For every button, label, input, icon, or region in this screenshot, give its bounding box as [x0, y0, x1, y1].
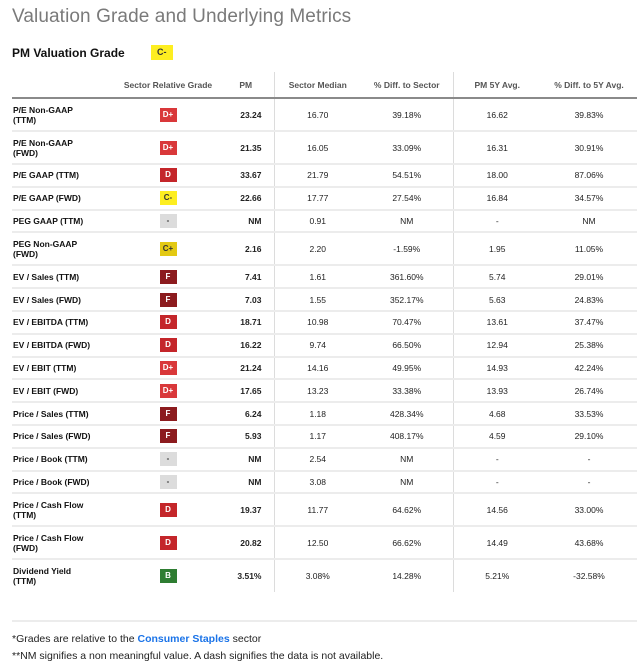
sector-median-value: 1.18 [274, 402, 361, 425]
pm-value: NM [218, 210, 274, 233]
metric-name [12, 493, 118, 526]
grade-badge: D [160, 338, 177, 352]
pm-5y-avg-value: 16.31 [453, 131, 541, 164]
metric-name [12, 265, 118, 288]
pm-value: 16.22 [218, 334, 274, 357]
sector-median-value: 1.17 [274, 425, 361, 448]
sector-median-value: 16.70 [274, 98, 361, 131]
table-row [12, 288, 637, 311]
metric-name-line: Price / Sales (TTM) [13, 408, 89, 419]
sector-median-value: 16.05 [274, 131, 361, 164]
pm-5y-avg-value: 4.59 [453, 425, 541, 448]
metric-name-line: EV / Sales (FWD) [13, 294, 82, 305]
sector-relative-grade-cell [118, 493, 218, 526]
metric-name-line: EV / Sales (TTM) [13, 271, 80, 282]
pm-value: 21.24 [218, 357, 274, 380]
pm-value: 33.67 [218, 164, 274, 187]
sector-relative-grade-cell [118, 288, 218, 311]
pm-5y-avg-value: 14.49 [453, 526, 541, 559]
sector-median-value: 21.79 [274, 164, 361, 187]
table-row [12, 232, 637, 265]
metric-name-line: Price / Book (FWD) [13, 476, 90, 487]
sector-relative-grade-cell [118, 357, 218, 380]
header-sector-relative-grade: Sector Relative Grade [118, 72, 218, 98]
diff-to-5y-avg-value: 29.10% [541, 425, 637, 448]
metric-name [12, 232, 118, 265]
sector-relative-grade-cell [118, 402, 218, 425]
sector-relative-grade-cell [118, 425, 218, 448]
pm-5y-avg-value: 14.93 [453, 357, 541, 380]
diff-to-5y-avg-value: 26.74% [541, 379, 637, 402]
diff-to-5y-avg-value: 42.24% [541, 357, 637, 380]
metric-name [12, 288, 118, 311]
header-metric [12, 72, 118, 98]
pm-value: NM [218, 471, 274, 494]
pm-value: 3.51% [237, 571, 262, 582]
footnote-nm: **NM signifies a non meaningful value. A dash signifies the data is not available. [12, 650, 384, 662]
valuation-grade-badge: C- [151, 45, 173, 60]
grade-badge: C- [160, 191, 177, 205]
grade-badge: - [160, 452, 177, 466]
sector-relative-grade-cell [118, 471, 218, 494]
sector-relative-grade-cell [118, 559, 218, 592]
pm-5y-avg-value: 13.93 [453, 379, 541, 402]
pm-value: 7.03 [218, 288, 274, 311]
sector-relative-grade-cell [118, 379, 218, 402]
metric-name-line: (TTM) [13, 576, 37, 587]
table-row [12, 334, 637, 357]
metric-name-line: Price / Cash Flow [13, 532, 84, 543]
metric-name [12, 448, 118, 471]
pm-value: 7.41 [218, 265, 274, 288]
sector-relative-grade-cell [118, 98, 218, 131]
grade-badge: - [160, 475, 177, 489]
metric-name [12, 379, 118, 402]
grade-badge: D+ [160, 108, 177, 122]
valuation-metrics-table [12, 72, 637, 592]
table-row [12, 311, 637, 334]
metric-name [12, 526, 118, 559]
metric-name [12, 334, 118, 357]
diff-to-5y-avg-value: - [541, 448, 637, 471]
pm-5y-avg-value: 13.61 [453, 311, 541, 334]
diff-to-sector-value: 408.17% [361, 425, 453, 448]
metric-name-line: P/E Non-GAAP [13, 104, 73, 115]
table-row [12, 526, 637, 559]
metric-name [12, 210, 118, 233]
metric-name-line: Dividend Yield [13, 566, 72, 577]
grade-badge: F [160, 429, 177, 443]
table-row [12, 131, 637, 164]
table-bottom-divider [12, 620, 637, 622]
sector-median-value: 3.08% [274, 559, 361, 592]
pm-value: 20.82 [218, 526, 274, 559]
metric-name-line: P/E Non-GAAP [13, 137, 73, 148]
diff-to-5y-avg-value: 30.91% [541, 131, 637, 164]
diff-to-sector-value: 64.62% [361, 493, 453, 526]
metric-name [12, 187, 118, 210]
metric-name-line: (TTM) [13, 509, 37, 520]
table-row [12, 559, 637, 592]
sector-median-value: 9.74 [274, 334, 361, 357]
metric-name [12, 425, 118, 448]
diff-to-5y-avg-value: 39.83% [541, 98, 637, 131]
diff-to-sector-value: NM [361, 448, 453, 471]
table-row [12, 187, 637, 210]
metric-name-line: EV / EBITDA (FWD) [13, 340, 91, 351]
sector-median-value: 17.77 [274, 187, 361, 210]
diff-to-sector-value: 66.50% [361, 334, 453, 357]
grade-badge: F [160, 407, 177, 421]
diff-to-5y-avg-value: 87.06% [541, 164, 637, 187]
diff-to-sector-value: 14.28% [392, 571, 422, 582]
pm-value: 18.71 [218, 311, 274, 334]
pm-5y-avg-value: - [453, 210, 541, 233]
diff-to-sector-value: 49.95% [361, 357, 453, 380]
sector-median-value: 2.54 [274, 448, 361, 471]
footnote-grades-prefix: *Grades are relative to the [12, 633, 138, 645]
grade-badge: D+ [160, 361, 177, 375]
grade-badge: D [160, 536, 177, 550]
metric-name-line: PEG GAAP (TTM) [13, 215, 84, 226]
sector-relative-grade-cell [118, 210, 218, 233]
sector-median-value: 0.91 [274, 210, 361, 233]
pm-value: 2.16 [218, 232, 274, 265]
pm-value: 21.35 [218, 131, 274, 164]
metric-name [12, 131, 118, 164]
table-row [12, 402, 637, 425]
sector-median-value: 2.20 [274, 232, 361, 265]
header-pm-5y-avg: PM 5Y Avg. [453, 72, 541, 98]
diff-to-sector-value: 54.51% [361, 164, 453, 187]
table-row [12, 425, 637, 448]
diff-to-sector-value: 361.60% [361, 265, 453, 288]
metric-name [12, 471, 118, 494]
sector-relative-grade-cell [118, 526, 218, 559]
sector-median-value: 11.77 [274, 493, 361, 526]
metric-name-line: P/E GAAP (TTM) [13, 170, 79, 181]
diff-to-sector-value: NM [361, 210, 453, 233]
table-row [12, 357, 637, 380]
metric-name-line: (TTM) [13, 114, 37, 125]
header-diff-to-sector: % Diff. to Sector [361, 72, 453, 98]
table-row [12, 265, 637, 288]
pm-5y-avg-value: 18.00 [453, 164, 541, 187]
sector-relative-grade-cell [118, 265, 218, 288]
diff-to-sector-value: 70.47% [361, 311, 453, 334]
diff-to-5y-avg-value: 25.38% [541, 334, 637, 357]
metric-name [12, 98, 118, 131]
diff-to-5y-avg-value: 33.53% [541, 402, 637, 425]
grade-badge: C+ [160, 242, 177, 256]
metric-name [12, 357, 118, 380]
pm-5y-avg-value: 16.84 [453, 187, 541, 210]
diff-to-5y-avg-value: 33.00% [541, 493, 637, 526]
diff-to-sector-value: 352.17% [361, 288, 453, 311]
diff-to-sector-value: 428.34% [361, 402, 453, 425]
diff-to-5y-avg-value: - [541, 471, 637, 494]
sector-link[interactable]: Consumer Staples [137, 633, 230, 645]
diff-to-5y-avg-value: 11.05% [541, 232, 637, 265]
footnote-grades-suffix: sector [229, 633, 262, 645]
diff-to-sector-value: 33.38% [361, 379, 453, 402]
header-diff-to-5y-avg: % Diff. to 5Y Avg. [541, 72, 637, 98]
pm-5y-avg-value: - [453, 448, 541, 471]
metric-name-line: EV / EBITDA (TTM) [13, 317, 89, 328]
metric-name [12, 402, 118, 425]
metric-name-line: EV / EBIT (FWD) [13, 385, 79, 396]
sector-relative-grade-cell [118, 164, 218, 187]
sector-median-value: 1.55 [274, 288, 361, 311]
diff-to-5y-avg-value: 37.47% [541, 311, 637, 334]
sector-median-value: 10.98 [274, 311, 361, 334]
metric-name [12, 559, 118, 592]
grade-badge: D+ [160, 384, 177, 398]
diff-to-5y-avg-value: 24.83% [541, 288, 637, 311]
sector-median-value: 12.50 [274, 526, 361, 559]
table-row [12, 164, 637, 187]
pm-5y-avg-value: 14.56 [453, 493, 541, 526]
pm-5y-avg-value: 5.74 [453, 265, 541, 288]
diff-to-5y-avg-value: 34.57% [541, 187, 637, 210]
pm-value: 17.65 [218, 379, 274, 402]
sector-relative-grade-cell [118, 232, 218, 265]
pm-value: 6.24 [218, 402, 274, 425]
diff-to-sector-value: 27.54% [361, 187, 453, 210]
pm-5y-avg-value: - [453, 471, 541, 494]
metric-name-line: (FWD) [13, 248, 39, 259]
grade-badge: D [160, 315, 177, 329]
sector-median-value: 13.23 [274, 379, 361, 402]
overall-valuation-grade [12, 45, 173, 60]
table-row [12, 210, 637, 233]
table-row [12, 471, 637, 494]
diff-to-5y-avg-value: -32.58% [573, 571, 605, 582]
metric-name-line: Price / Cash Flow [13, 499, 84, 510]
metric-name [12, 311, 118, 334]
header-sector-median: Sector Median [274, 72, 361, 98]
metric-name-line: Price / Sales (FWD) [13, 431, 91, 442]
grade-badge: F [160, 293, 177, 307]
table-row [12, 98, 637, 131]
pm-value: NM [218, 448, 274, 471]
table-header-row [12, 72, 637, 98]
sector-relative-grade-cell [118, 131, 218, 164]
diff-to-sector-value: 39.18% [361, 98, 453, 131]
pm-5y-avg-value: 5.21% [453, 559, 541, 592]
sector-relative-grade-cell [118, 448, 218, 471]
pm-value: 19.37 [218, 493, 274, 526]
diff-to-sector-value: 66.62% [361, 526, 453, 559]
table-row [12, 493, 637, 526]
pm-5y-avg-value: 16.62 [453, 98, 541, 131]
sector-median-value: 1.61 [274, 265, 361, 288]
sector-median-value: 3.08 [274, 471, 361, 494]
diff-to-5y-avg-value: NM [541, 210, 637, 233]
diff-to-5y-avg-value: 29.01% [541, 265, 637, 288]
sector-relative-grade-cell [118, 334, 218, 357]
table-row [12, 448, 637, 471]
pm-5y-avg-value: 5.63 [453, 288, 541, 311]
grade-badge: - [160, 214, 177, 228]
sector-relative-grade-cell [118, 187, 218, 210]
metric-name-line: (FWD) [13, 542, 39, 553]
grade-badge: D+ [160, 141, 177, 155]
grade-badge: D [160, 168, 177, 182]
pm-5y-avg-value: 4.68 [453, 402, 541, 425]
grade-badge: F [160, 270, 177, 284]
pm-5y-avg-value: 12.94 [453, 334, 541, 357]
sector-median-value: 14.16 [274, 357, 361, 380]
metric-name-line: PEG Non-GAAP [13, 238, 78, 249]
table-row [12, 379, 637, 402]
valuation-grade-label: PM Valuation Grade [12, 45, 125, 60]
pm-value: 23.24 [218, 98, 274, 131]
grade-badge: B [160, 569, 177, 583]
metric-name-line: EV / EBIT (TTM) [13, 362, 77, 373]
diff-to-sector-value: 33.09% [361, 131, 453, 164]
metric-name-line: Price / Book (TTM) [13, 454, 88, 465]
diff-to-5y-avg-value: 43.68% [541, 526, 637, 559]
pm-value: 5.93 [218, 425, 274, 448]
page-title: Valuation Grade and Underlying Metrics [12, 6, 352, 27]
metric-name-line: P/E GAAP (FWD) [13, 193, 81, 204]
header-pm: PM [218, 72, 274, 98]
diff-to-sector-value: NM [361, 471, 453, 494]
grade-badge: D [160, 503, 177, 517]
metric-name [12, 164, 118, 187]
diff-to-sector-value: -1.59% [361, 232, 453, 265]
sector-relative-grade-cell [118, 311, 218, 334]
pm-value: 22.66 [218, 187, 274, 210]
pm-5y-avg-value: 1.95 [453, 232, 541, 265]
metric-name-line: (FWD) [13, 147, 39, 158]
footnote-grades [12, 633, 261, 645]
